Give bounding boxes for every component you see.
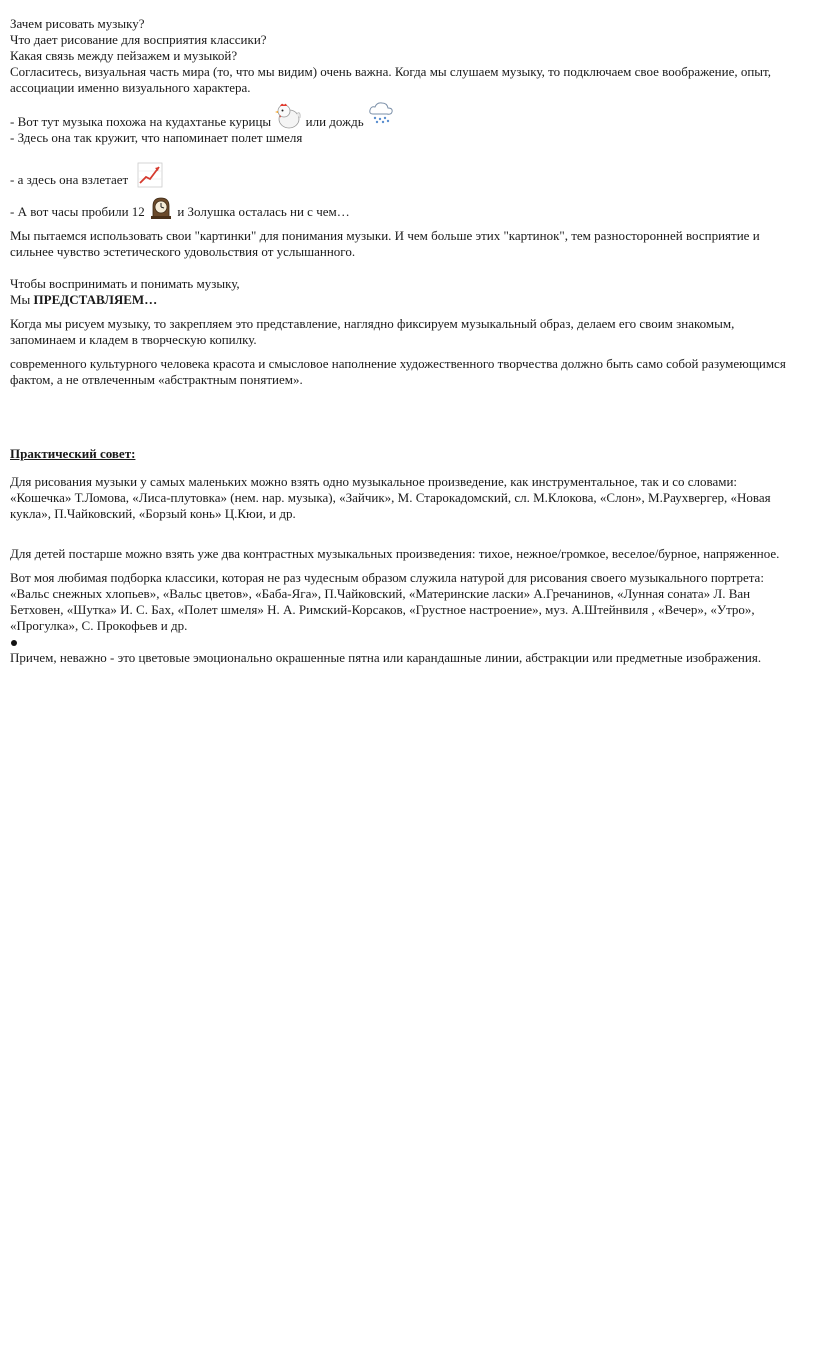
chicken-icon <box>274 102 302 130</box>
youngest-children-paragraph: Для рисования музыки у самых маленьких можно взять одно музыкальное произведение, как инструментальное, так и со словами: «Кошечка» Т.Ломова, «Лиса-плутовка» (нем. нар. музыка), «Зайчик», М. Старокадомский, сл. М.Клокова, «Слон», М.Раухвергер, «Новая кукла», П.Чайковский, «Борзый конь» Ц.Кюи, и др. <box>10 474 771 521</box>
example-1-text-b: или дождь <box>305 114 364 129</box>
we-imagine-line <box>10 292 800 308</box>
bullet-line <box>10 634 800 650</box>
example-1-text-a: - Вот тут музыка похожа на кудахтанье курицы <box>10 114 272 129</box>
question-3: Какая связь между пейзажем и музыкой? <box>10 48 238 63</box>
question-1: Зачем рисовать музыку? <box>10 16 145 31</box>
classics-list-paragraph: Вот моя любимая подборка классики, которая не раз чудесным образом служила натурой для рисования своего музыкального портрета: «Вальс снежных хлопьев», «Вальс цветов», «Баба-Яга», П.Чайковский, «Материнские ласки» А.Гречанинов, «Лунная соната» Л. Ван Бетховен, «Шутка» И. С. Бах, «Полет шмеля» Н. А. Римский-Корсаков, «Грустное настроение», муз. А.Штейнвиля , «Вечер», «Утро», «Прогулка», С. Прокофьев и др. <box>10 570 764 633</box>
document <box>10 16 800 666</box>
pictures-paragraph: Мы пытаемся использовать свои "картинки" для понимания музыки. И чем больше этих "картинок", тем разносторонней восприятие и сильнее чувство эстетического удовольствия от услышанного. <box>10 228 760 259</box>
older-children-paragraph: Для детей постарше можно взять уже два контрастных музыкальных произведения: тихое, нежное/громкое, веселое/бурное, напряженное. <box>10 546 780 561</box>
modern-person-paragraph: современного культурного человека красота и смысловое наполнение художественного творчества должно быть само собой разумеющимся фактом, а не отвлеченным «абстрактным понятием». <box>10 356 786 387</box>
advice-title: Практический совет: <box>10 446 136 461</box>
example-4-text-a: - А вот часы пробили 12 <box>10 204 145 219</box>
example-clock <box>10 196 800 220</box>
example-4-text-b: и Золушка осталась ни с чем… <box>177 204 350 219</box>
we-text: Мы <box>10 292 31 307</box>
we-imagine-bold: ПРЕДСТАВЛЯЕМ… <box>33 292 158 307</box>
question-2: Что дает рисование для восприятия классики? <box>10 32 267 47</box>
example-bumblebee: - Здесь она так кружит, что напоминает полет шмеля <box>10 130 303 145</box>
understand-line: Чтобы воспринимать и понимать музыку, <box>10 276 240 291</box>
example-chicken-rain <box>10 102 800 130</box>
clock-icon <box>148 196 174 220</box>
example-rises <box>10 162 800 188</box>
intro-paragraph: Согласитесь, визуальная часть мира (то, что мы видим) очень важна. Когда мы слушаем музыку, то подключаем свое воображение, опыт, ассоциации именно визуального характера. <box>10 64 771 95</box>
snow-cloud-icon <box>367 98 395 126</box>
draw-music-paragraph: Когда мы рисуем музыку, то закрепляем это представление, наглядно фиксируем музыкальный образ, делаем его своим знакомым, запоминаем и кладем в творческую копилку. <box>10 316 735 347</box>
chart-up-icon <box>137 162 163 188</box>
example-3-text: - а здесь она взлетает <box>10 172 129 187</box>
closing-paragraph: Причем, неважно - это цветовые эмоционально окрашенные пятна или карандашные линии, абстракции или предметные изображения. <box>10 650 762 665</box>
bullet-icon <box>11 640 17 646</box>
